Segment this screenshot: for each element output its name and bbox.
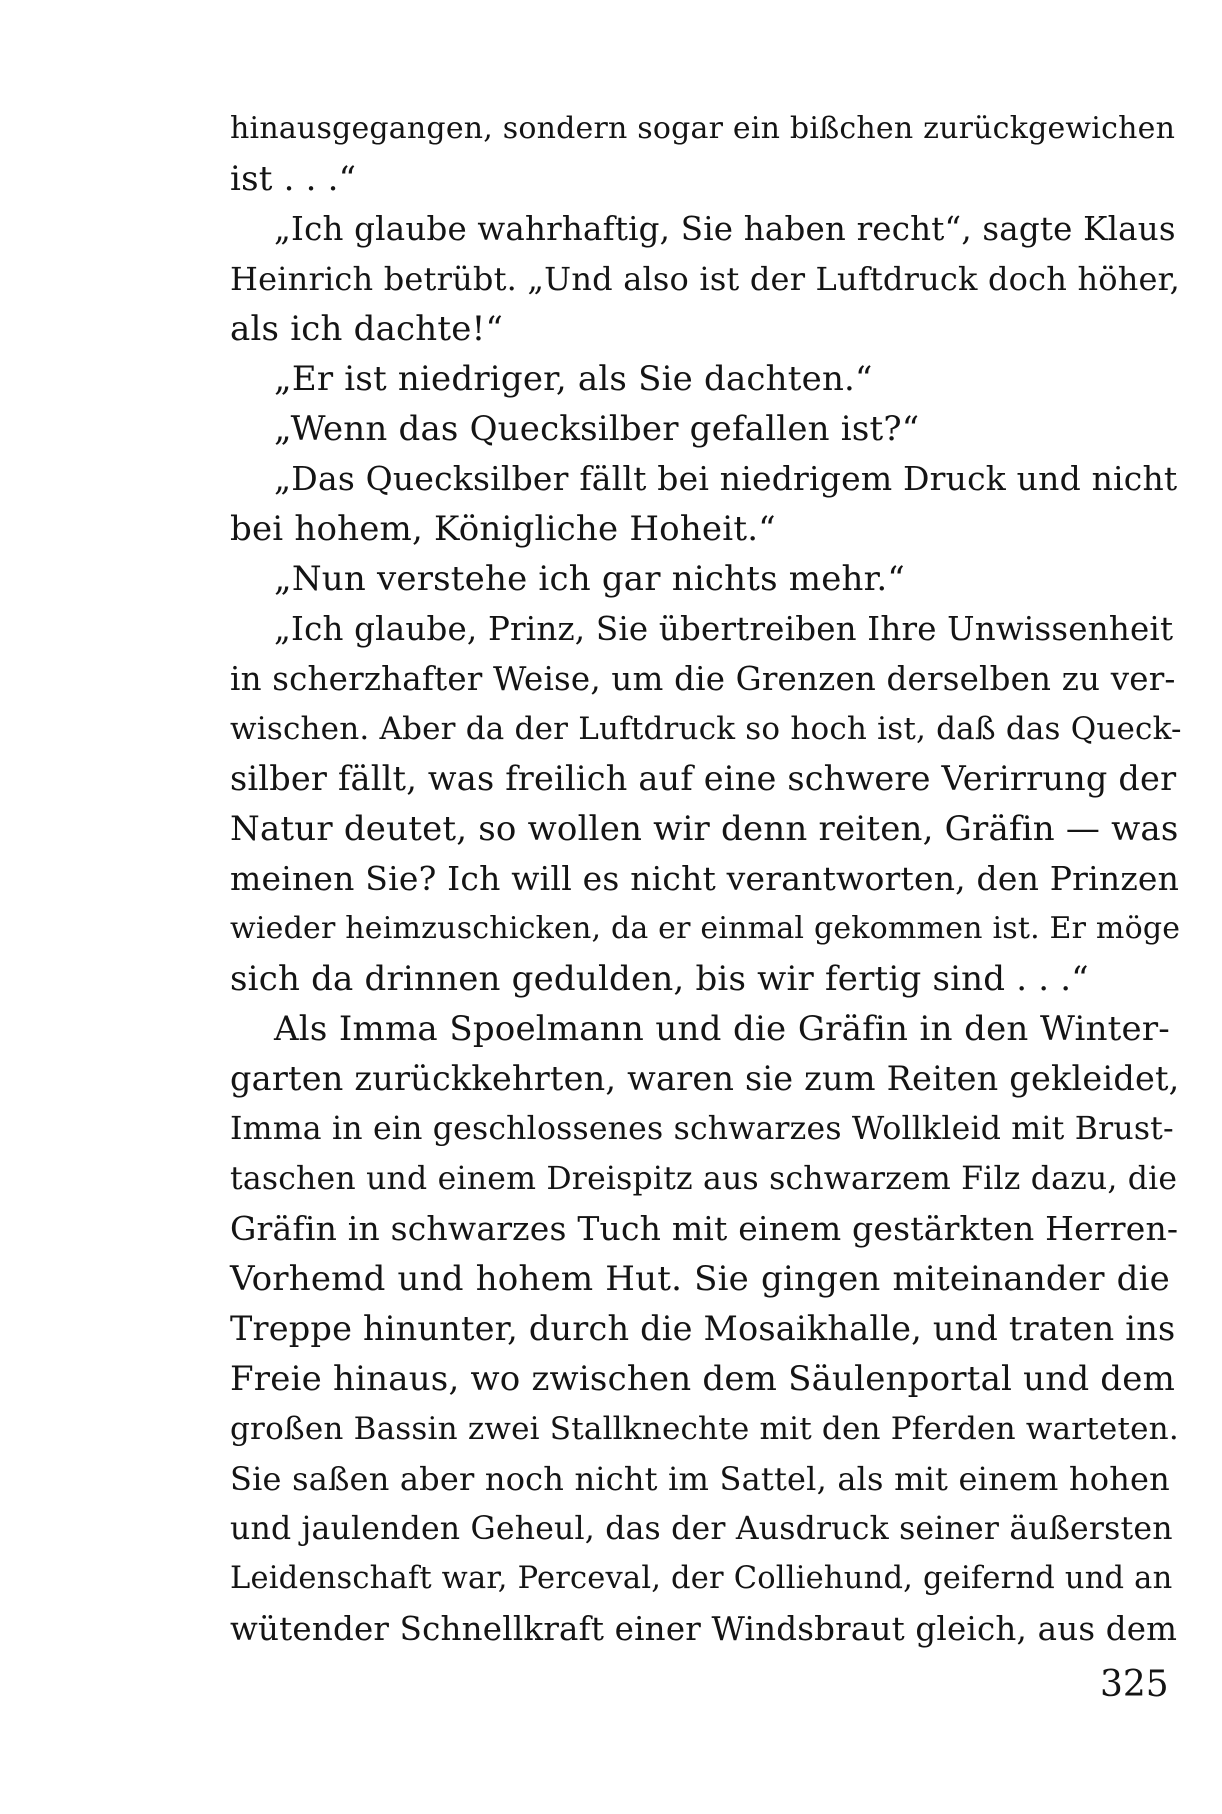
text-line: Freie hinaus, wo zwischen dem Säulenportal und dem — [230, 1359, 1176, 1399]
text-line: hinausgegangen, sondern sogar ein bißchen zurückgewichen — [230, 111, 1176, 146]
text-line: Natur deutet, so wollen wir denn reiten, Gräfin — was — [230, 809, 1179, 849]
text-line: garten zurückkehrten, waren sie zum Reiten gekleidet, — [230, 1059, 1180, 1098]
page-number: 325 — [1100, 1664, 1169, 1705]
text-line: „Das Quecksilber fällt bei niedrigem Druck und nicht — [274, 459, 1178, 498]
text-line: „Wenn das Quecksilber gefallen ist?“ — [274, 409, 920, 449]
text-line: und jaulenden Geheul, das der Ausdruck seiner äußersten — [230, 1511, 1173, 1547]
text-line: Leidenschaft war, Perceval, der Colliehund, geifernd und an — [230, 1561, 1173, 1596]
text-line: Als Imma Spoelmann und die Gräfin in den Winter- — [274, 1009, 1170, 1049]
body-text — [230, 104, 1182, 1654]
text-line: ist . . .“ — [230, 159, 357, 199]
text-line: wieder heimzuschicken, da er einmal gekommen ist. Er möge — [230, 911, 1181, 946]
text-line: sich da drinnen gedulden, bis wir fertig sind . . .“ — [230, 959, 1089, 999]
text-line: in scherzhafter Weise, um die Grenzen derselben zu ver- — [230, 660, 1176, 698]
text-line: Sie saßen aber noch nicht im Sattel, als mit einem hohen — [230, 1460, 1170, 1498]
text-line: „Nun verstehe ich gar nichts mehr.“ — [274, 559, 905, 599]
text-line: Gräfin in schwarzes Tuch mit einem gestärkten Herren- — [230, 1209, 1179, 1248]
text-line: „Er ist niedriger, als Sie dachten.“ — [274, 359, 873, 399]
text-line: großen Bassin zwei Stallknechte mit den Pferden warteten. — [230, 1411, 1179, 1447]
text-line: wütender Schnellkraft einer Windsbraut gleich, aus dem — [230, 1610, 1178, 1648]
text-line: „Ich glaube, Prinz, Sie übertreiben Ihre Unwissenheit — [274, 610, 1174, 648]
text-line: meinen Sie? Ich will es nicht verantworten, den Prinzen — [230, 859, 1180, 898]
text-line: bei hohem, Königliche Hoheit.“ — [230, 509, 776, 549]
text-line: Treppe hinunter, durch die Mosaikhalle, und traten ins — [230, 1309, 1176, 1348]
text-line: silber fällt, was freilich auf eine schwere Verirrung der — [230, 759, 1177, 798]
text-line: Vorhemd und hohem Hut. Sie gingen miteinander die — [230, 1259, 1170, 1299]
text-line: als ich dachte!“ — [230, 309, 504, 349]
text-line: wischen. Aber da der Luftdruck so hoch ist, daß das Queck- — [230, 711, 1182, 747]
text-line: taschen und einem Dreispitz aus schwarzem Filz dazu, die — [230, 1161, 1178, 1197]
text-line: Heinrich betrübt. „Und also ist der Luftdruck doch höher, — [230, 260, 1181, 298]
text-line: Imma in ein geschlossenes schwarzes Wollkleid mit Brust- — [230, 1111, 1174, 1147]
text-line: „Ich glaube wahrhaftig, Sie haben recht“, sagte Klaus — [274, 210, 1176, 248]
